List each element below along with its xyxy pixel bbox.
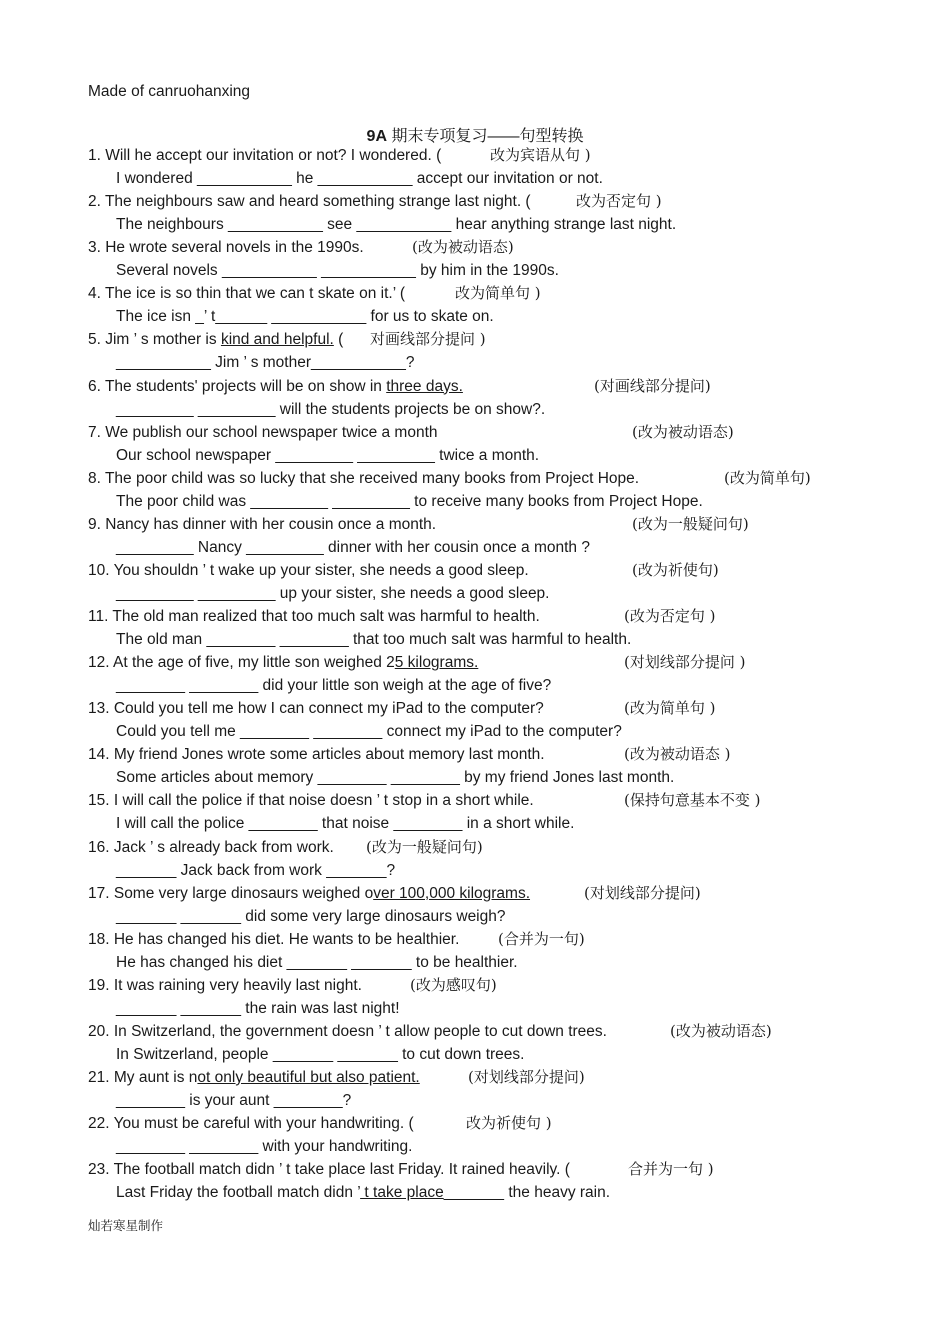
- question-line: [88, 838, 334, 858]
- answer-line: [116, 169, 603, 189]
- answer-text: _________ _________ will the students projects be on show?.: [116, 400, 546, 418]
- answer-line: [116, 814, 574, 834]
- question-line: [88, 1114, 414, 1134]
- question-line: [88, 884, 530, 904]
- instruction-note: (改为被动语态): [670, 1021, 772, 1040]
- answer-text: ________ is your aunt ________?: [116, 1092, 352, 1110]
- question-text: 21. My aunt is n: [88, 1069, 198, 1086]
- instruction-note: (改为简单句 ): [624, 699, 716, 718]
- instruction-note: (对划线部分提问): [468, 1068, 585, 1086]
- underlined-phrase: ver 100,000 kilograms.: [373, 884, 531, 902]
- question-line: [88, 791, 534, 811]
- answer-text: Our school newspaper _________ _________ twice a month.: [116, 446, 540, 464]
- answer-text: Could you tell me ________ ________ connect my iPad to the computer?: [116, 723, 622, 741]
- answer-text: _________ _________ up your sister, she needs a good sleep.: [116, 584, 550, 602]
- answer-line: [116, 353, 414, 373]
- filled-answer: t take place: [360, 1184, 444, 1202]
- answer-line: [116, 1183, 610, 1203]
- question-line: [88, 1068, 420, 1088]
- instruction-note: (合并为一句): [498, 929, 585, 948]
- answer-line: [116, 630, 631, 650]
- question-text: 22. You must be careful with your handwriting. (: [88, 1115, 414, 1133]
- question-line: [88, 469, 639, 489]
- answer-text: He has changed his diet _______ _______ to be healthier.: [116, 953, 518, 971]
- answer-text: I will call the police ________ that noise ________ in a short while.: [116, 815, 575, 833]
- instruction-note: (改为祈使句): [632, 560, 719, 579]
- question-text: 14. My friend Jones wrote some articles about memory last month.: [88, 746, 545, 764]
- answer-line: [116, 400, 545, 420]
- answer-text: Last Friday the football match didn ’: [116, 1184, 361, 1202]
- answer-line: [116, 492, 703, 512]
- answer-text: Several novels ___________ ___________ by him in the 1990s.: [116, 262, 559, 280]
- instruction-note: 对画线部分提问 ): [370, 330, 486, 349]
- underlined-phrase: ot only beautiful but also patient.: [197, 1069, 420, 1086]
- instruction-note: (改为否定句 ): [624, 607, 716, 625]
- question-text: 1. Will he accept our invitation or not? I wondered. (: [88, 147, 442, 164]
- question-text: 6. The students' projects will be on show in: [88, 377, 387, 395]
- instruction-note: (改为被动语态): [632, 422, 734, 441]
- instruction-note: (对划线部分提问): [584, 883, 701, 902]
- answer-text: The old man ________ ________ that too much salt was harmful to health.: [116, 631, 632, 649]
- underlined-phrase: three days.: [386, 377, 463, 395]
- title-text: 期末专项复习——句型转换: [387, 128, 584, 145]
- question-line: [88, 653, 478, 673]
- answer-text: _______ _______ did some very large dinosaurs weigh?: [116, 907, 506, 925]
- underlined-phrase: kind and helpful.: [220, 331, 334, 349]
- question-text: 10. You shouldn ’ t wake up your sister, she needs a good sleep.: [88, 561, 529, 579]
- answer-text: I wondered ___________ he ___________ accept our invitation or not.: [116, 170, 603, 188]
- answer-line: [116, 999, 400, 1019]
- question-text: 15. I will call the police if that noise doesn ’ t stop in a short while.: [88, 792, 534, 810]
- instruction-note: (改为被动语态): [412, 238, 514, 257]
- instruction-note: (改为被动语态 ): [624, 745, 731, 764]
- answer-line: [116, 1137, 412, 1157]
- question-line: [88, 238, 364, 258]
- question-text: 20. In Switzerland, the government doesn ’ t allow people to cut down trees.: [88, 1022, 607, 1040]
- question-line: [88, 1022, 607, 1042]
- answer-line: [116, 584, 550, 604]
- instruction-note: 改为宾语从句 ): [490, 146, 591, 164]
- answer-line: [116, 676, 551, 696]
- instruction-note: (对划线部分提问 ): [624, 653, 746, 672]
- question-line: [88, 284, 405, 304]
- answer-text: ________ ________ with your handwriting.: [116, 1138, 413, 1156]
- answer-line: [116, 215, 676, 235]
- question-text: 12. At the age of five, my little son weighed 2: [88, 654, 395, 672]
- answer-line: [116, 1045, 524, 1065]
- answer-text: _________ Nancy _________ dinner with her cousin once a month ?: [116, 538, 590, 556]
- footer-text: 灿若寒星制作: [88, 1218, 164, 1233]
- question-text: 3. He wrote several novels in the 1990s.: [88, 239, 364, 257]
- question-text: 7. We publish our school newspaper twice a month: [88, 423, 438, 441]
- instruction-note: 改为简单句 ): [455, 284, 541, 303]
- page-title: [0, 123, 950, 146]
- answer-text: ________ ________ did your little son weigh at the age of five?: [116, 677, 552, 695]
- instruction-note: 改为否定句 ): [576, 192, 662, 211]
- instruction-note: 改为祈使句 ): [466, 1114, 552, 1133]
- question-text: 13. Could you tell me how I can connect my iPad to the computer?: [88, 700, 544, 718]
- question-text: 18. He has changed his diet. He wants to be healthier.: [88, 930, 460, 948]
- answer-text: _______ Jack back from work _______?: [116, 861, 396, 879]
- question-line: [88, 930, 459, 950]
- instruction-note: (改为简单句): [724, 468, 811, 487]
- answer-text: _______ _______ the rain was last night!: [116, 999, 400, 1017]
- question-text: 17. Some very large dinosaurs weighed o: [88, 884, 374, 902]
- question-line: [88, 745, 545, 765]
- answer-line: [116, 907, 506, 927]
- answer-line: [116, 446, 539, 466]
- question-text: 9. Nancy has dinner with her cousin once a month.: [88, 515, 437, 533]
- question-text: 16. Jack ’ s already back from work.: [88, 838, 334, 856]
- question-text: 11. The old man realized that too much salt was harmful to health.: [88, 608, 540, 625]
- title-grade: 9A: [366, 128, 387, 145]
- answer-line: [116, 1091, 351, 1111]
- question-text: 8. The poor child was so lucky that she received many books from Project Hope.: [88, 469, 640, 487]
- instruction-note: (改为一般疑问句): [366, 837, 483, 856]
- underlined-phrase: 5 kilograms.: [394, 654, 479, 672]
- instruction-note: (改为一般疑问句): [632, 514, 749, 533]
- question-line: [88, 515, 436, 535]
- question-line: [88, 1160, 570, 1180]
- answer-text: Some articles about memory ________ ________ by my friend Jones last month.: [116, 769, 675, 787]
- instruction-note: (对画线部分提问): [594, 376, 711, 395]
- answer-text: The neighbours ___________ see ___________ hear anything strange last night.: [116, 216, 677, 234]
- question-text: 23. The football match didn ’ t take place last Friday. It rained heavily. (: [88, 1161, 570, 1179]
- answer-line: [116, 953, 518, 973]
- question-line: [88, 146, 441, 166]
- question-text: 2. The neighbours saw and heard something strange last night. (: [88, 193, 531, 211]
- header-text: Made of canruohanxing: [88, 83, 251, 100]
- answer-line: [116, 722, 622, 742]
- answer-line: [116, 861, 395, 881]
- question-line: [88, 192, 531, 212]
- question-line: [88, 561, 529, 581]
- answer-line: [116, 307, 494, 327]
- question-text: 4. The ice is so thin that we can t skate on it.’ (: [88, 285, 406, 303]
- question-text: 19. It was raining very heavily last night.: [88, 976, 362, 994]
- instruction-note: (保持句意基本不变 ): [624, 791, 761, 810]
- answer-text: ___________ Jim ’ s mother___________?: [116, 354, 415, 372]
- question-text-tail: (: [333, 331, 344, 349]
- instruction-note: 合并为一句 ): [628, 1160, 714, 1179]
- answer-text: The ice isn _’ t______ ___________ for us to skate on.: [116, 308, 494, 326]
- instruction-note: (改为感叹句): [410, 975, 497, 994]
- question-line: [88, 607, 540, 627]
- question-line: [88, 377, 463, 397]
- question-text: 5. Jim ’ s mother is: [88, 331, 221, 349]
- question-line: [88, 699, 544, 719]
- question-line: [88, 976, 362, 996]
- question-line: [88, 330, 343, 350]
- answer-line: [116, 538, 590, 558]
- answer-line: [116, 768, 674, 788]
- answer-text: In Switzerland, people _______ _______ to cut down trees.: [116, 1045, 525, 1063]
- answer-line: [116, 261, 559, 281]
- answer-text: The poor child was _________ _________ to receive many books from Project Hope.: [116, 492, 703, 510]
- answer-text-tail: _______ the heavy rain.: [443, 1184, 611, 1202]
- question-line: [88, 423, 438, 443]
